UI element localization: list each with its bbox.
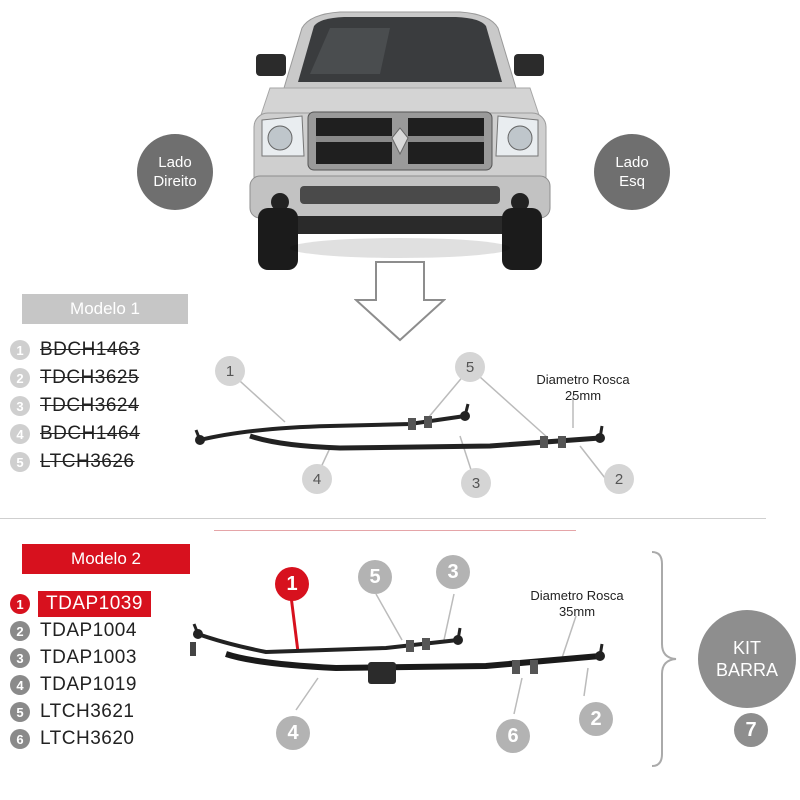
- model1-callout-3: 3: [461, 468, 491, 498]
- model2-steering-diagram: [186, 560, 626, 730]
- part-number-badge: 5: [10, 702, 30, 722]
- section-divider-accent: [214, 530, 576, 531]
- part-row: [10, 673, 137, 697]
- model1-callout-4: 4: [302, 464, 332, 494]
- kit-bracket: [648, 548, 684, 770]
- model2-callout-6: 6: [496, 719, 530, 753]
- part-row: [10, 727, 134, 751]
- part-code: TDAP1019: [40, 674, 137, 695]
- part-row: [10, 592, 151, 616]
- part-code: LTCH3621: [40, 701, 135, 722]
- kit-number-badge: 7: [734, 713, 768, 747]
- part-code: TDCH3625: [40, 367, 140, 388]
- model1-callout-2: 2: [604, 464, 634, 494]
- left-side-label: Lado Esq: [594, 134, 670, 210]
- part-row: [10, 450, 134, 474]
- part-number-badge: 5: [10, 452, 30, 472]
- part-number-badge: 1: [10, 340, 30, 360]
- part-code: TDCH3624: [40, 395, 140, 416]
- part-number-badge: 3: [10, 396, 30, 416]
- model1-callout-1: 1: [215, 356, 245, 386]
- model2-callout-3: 3: [436, 555, 470, 589]
- part-number-badge: 4: [10, 675, 30, 695]
- part-code: TDAP1004: [40, 620, 137, 641]
- part-code: LTCH3626: [40, 451, 135, 472]
- part-number-badge: 1: [10, 594, 30, 614]
- part-number-badge: 6: [10, 729, 30, 749]
- part-code: TDAP1039: [38, 591, 151, 617]
- part-row: [10, 700, 134, 724]
- model1-header: Modelo 1: [22, 294, 188, 324]
- part-number-badge: 4: [10, 424, 30, 444]
- model1-callout-5: 5: [455, 352, 485, 382]
- model2-callout-1: 1: [275, 567, 309, 601]
- kit-barra-badge: KIT BARRA: [698, 610, 796, 708]
- part-row: [10, 394, 139, 418]
- model2-callout-2: 2: [579, 702, 613, 736]
- model2-callout-4: 4: [276, 716, 310, 750]
- part-row: [10, 646, 137, 670]
- part-row: [10, 366, 139, 390]
- part-code: BDCH1463: [40, 339, 141, 360]
- part-number-badge: 3: [10, 648, 30, 668]
- part-row: [10, 422, 140, 446]
- model2-callout-5: 5: [358, 560, 392, 594]
- part-code: BDCH1464: [40, 423, 141, 444]
- part-number-badge: 2: [10, 368, 30, 388]
- model2-header: Modelo 2: [22, 544, 190, 574]
- part-code: LTCH3620: [40, 728, 135, 749]
- right-side-label: Lado Direito: [137, 134, 213, 210]
- model1-thread-diameter-note: Diametro Rosca 25mm: [536, 372, 630, 403]
- part-row: [10, 619, 137, 643]
- model2-thread-diameter-note: Diametro Rosca 35mm: [530, 588, 624, 619]
- part-number-badge: 2: [10, 621, 30, 641]
- down-arrow-icon: [354, 260, 446, 342]
- truck-illustration: [240, 8, 560, 278]
- section-divider: [0, 518, 766, 519]
- part-code: TDAP1003: [40, 647, 137, 668]
- part-row: [10, 338, 140, 362]
